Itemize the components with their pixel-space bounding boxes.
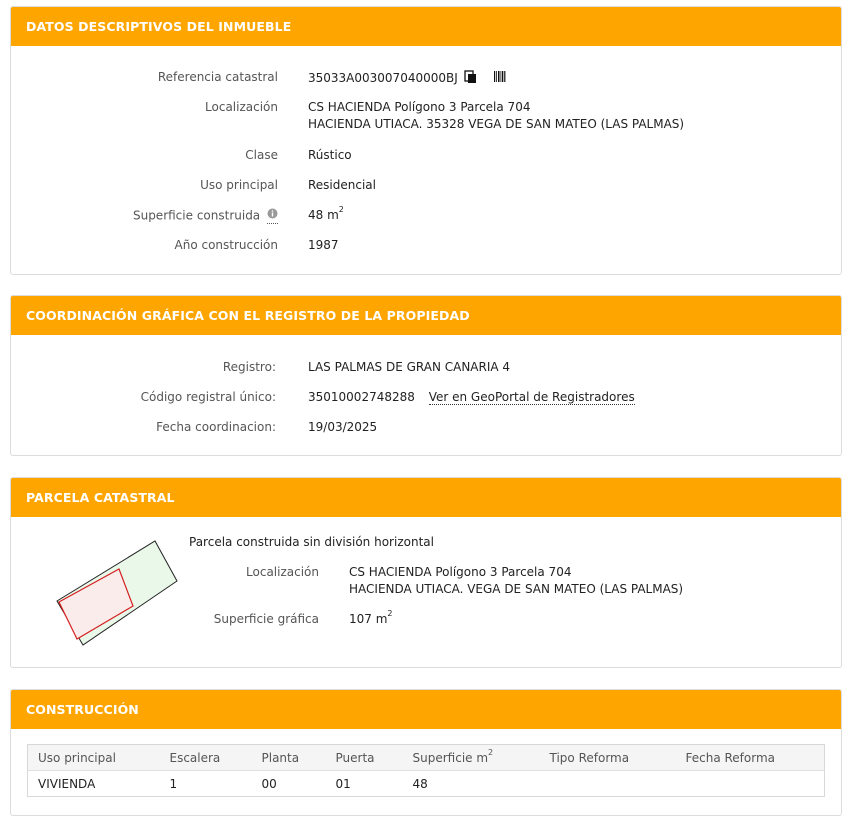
cell-superficie: 48	[412, 776, 428, 791]
fecha-coordinacion-value: 19/03/2025	[308, 420, 378, 434]
table-header-row	[28, 745, 825, 771]
superficie-grafica-label: Superficie gráfica	[213, 612, 319, 626]
col-puerta-label: Puerta	[335, 750, 375, 765]
ref-catastral-row	[308, 70, 507, 87]
barcode-icon[interactable]	[493, 70, 507, 87]
clase-label: Clase	[245, 148, 278, 162]
col-superficie-label: Superficie m	[412, 750, 489, 765]
uso-principal-value: Residencial	[308, 178, 376, 192]
col-tipo-reforma: Tipo Reforma	[540, 745, 676, 771]
parcela-panel	[10, 477, 842, 668]
superficie-construida-value-row	[308, 205, 344, 222]
construccion-panel	[10, 689, 842, 816]
superficie-label-row	[133, 208, 278, 224]
registro-value: LAS PALMAS DE GRAN CANARIA 4	[308, 360, 511, 374]
localizacion-line2: HACIENDA UTIACA. 35328 VEGA DE SAN MATEO (LAS PALMAS)	[308, 117, 685, 131]
geoportal-link[interactable]: Ver en GeoPortal de Registradores	[428, 390, 635, 404]
parcela-localizacion-line1: CS HACIENDA Polígono 3 Parcela 704	[349, 565, 572, 579]
anio-construccion-label: Año construcción	[174, 238, 278, 252]
superficie-construida-label: Superficie construida	[132, 208, 261, 223]
construccion-table	[27, 744, 825, 797]
cell-tipo-reforma	[540, 771, 676, 797]
codigo-registral-label: Código registral único:	[140, 390, 276, 404]
anio-construccion-value: 1987	[308, 238, 339, 252]
parcela-panel-title: PARCELA CATASTRAL	[11, 478, 841, 517]
ref-catastral-value: 35033A003007040000BJ	[308, 71, 458, 85]
coordinacion-panel	[10, 295, 842, 456]
table-row	[28, 771, 825, 797]
superficie-grafica-value: 107 m	[349, 612, 388, 626]
col-escalera: Escalera	[160, 745, 252, 771]
col-uso-principal: Uso principal	[28, 745, 160, 771]
cell-fecha-reforma	[676, 771, 825, 797]
parcel-map[interactable]	[51, 535, 185, 649]
ref-catastral-label: Referencia catastral	[157, 70, 278, 84]
parcela-localizacion-label: Localización	[246, 565, 319, 579]
datos-panel-title: DATOS DESCRIPTIVOS DEL INMUEBLE	[11, 7, 841, 46]
col-fecha-reforma: Fecha Reforma	[676, 745, 825, 771]
col-superficie	[403, 745, 540, 771]
superficie-unit-exp: 2	[338, 205, 344, 214]
parcela-localizacion-line2: HACIENDA UTIACA. VEGA DE SAN MATEO (LAS PALMAS)	[349, 582, 684, 596]
col-planta: Planta	[252, 745, 326, 771]
datos-panel	[10, 6, 842, 275]
cell-uso-principal: VIVIENDA	[38, 776, 96, 791]
construccion-panel-title: CONSTRUCCIÓN	[11, 690, 841, 729]
cell-escalera: 1	[169, 776, 178, 791]
col-puerta	[326, 745, 403, 771]
localizacion-label: Localización	[205, 100, 278, 114]
superficie-grafica-exp: 2	[387, 609, 393, 618]
clase-value: Rústico	[308, 148, 352, 162]
superficie-construida-value: 48 m	[308, 208, 339, 222]
parcela-tipo: Parcela construida sin división horizontal	[189, 535, 434, 549]
info-icon[interactable]	[267, 208, 278, 224]
copy-icon[interactable]	[464, 70, 478, 87]
registro-label: Registro:	[222, 360, 276, 374]
localizacion-line1: CS HACIENDA Polígono 3 Parcela 704	[308, 100, 531, 114]
cell-planta: 00	[261, 776, 277, 791]
codigo-registral-row	[308, 390, 635, 404]
uso-principal-label: Uso principal	[200, 178, 278, 192]
cell-puerta: 01	[335, 776, 351, 791]
coordinacion-panel-title: COORDINACIÓN GRÁFICA CON EL REGISTRO DE LA PROPIEDAD	[11, 296, 841, 335]
col-superficie-exp: 2	[488, 747, 494, 757]
codigo-registral-value: 35010002748288	[308, 390, 415, 404]
fecha-coordinacion-label: Fecha coordinacion:	[156, 420, 276, 434]
superficie-grafica-value-row	[349, 609, 393, 626]
